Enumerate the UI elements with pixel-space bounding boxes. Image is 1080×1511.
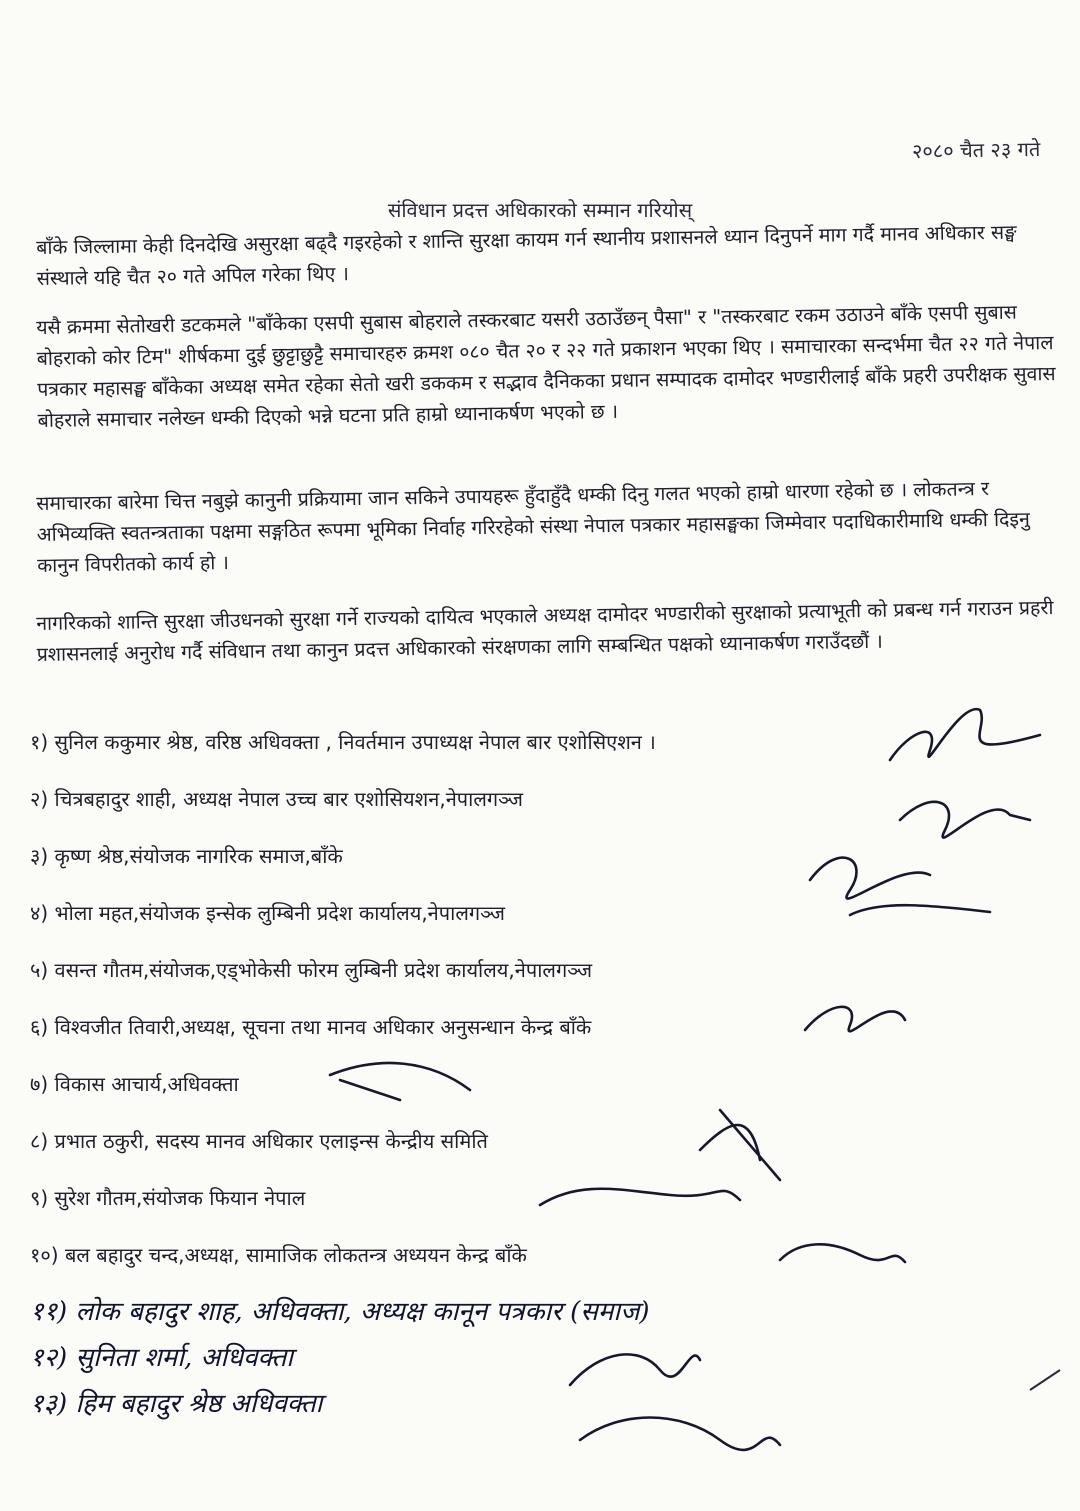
signatory-row: ८) प्रभात ठकुरी, सदस्य मानव अधिकार एलाइन्स केन्द्रीय समिति: [30, 1129, 488, 1153]
handwritten-signatory-row: १२) सुनिता शर्मा, अधिवक्ता: [30, 1343, 294, 1373]
signatory-row: १) सुनिल ककुमार श्रेष्ठ, वरिष्ठ अधिवक्ता , निवर्तमान उपाध्यक्ष नेपाल बार एशोसिएशन ।: [30, 730, 656, 754]
signatory-list: [30, 722, 930, 1430]
document-subject: संविधान प्रदत्त अधिकारको सम्मान गरियोस्: [387, 198, 693, 222]
paragraph-2: यसै क्रममा सेतोखरी डटकमले "बाँकेका एसपी सुबास बोहराले तस्करबाट यसरी उठाउँछन् पैसा" र "तस्करबाट रकम उठाउने बाँके एसपी सुबास बोहराको कोर टिम" शीर्षकमा दुई छुट्टाछुट्टै समाचारहरु क्रमश ०८० चैत २० र २२ गते प्रकाशन भएका थिए । समाचारका सन्दर्भमा चैत २२ गते नेपाल पत्रकार महासङ्घ बाँकेका अध्यक्ष समेत रहेका सेतो खरी डककम र सद्भाव दैनिकका प्रधान सम्पादक दामोदर भण्डारीलाई बाँके प्रहरी उपरीक्षक सुवास बोहराले समाचार नलेख्न धम्की दिएको भन्ने घटना प्रति हाम्रो ध्यानाकर्षण भएको छ ।: [36, 300, 1056, 432]
handwritten-signatory-row: ११) लोक बहादुर शाह, अधिवक्ता, अध्यक्ष कानून पत्रकार (समाज): [30, 1297, 650, 1327]
signatory-row: ४) भोला महत,संयोजक इन्सेक लुम्बिनी प्रदेश कार्यालय,नेपालगञ्ज: [30, 901, 505, 925]
signatory-row: ६) विश्वजीत तिवारी,अध्यक्ष, सूचना तथा मानव अधिकार अनुसन्धान केन्द्र बाँके: [30, 1015, 592, 1039]
paragraph-3: समाचारका बारेमा चित्त नबुझे कानुनी प्रक्रियामा जान सकिने उपायहरू हुँदाहुँदै धम्की दिनु गलत भएको हाम्रो धारणा रहेको छ । लोकतन्त्र र अभिव्यक्ति स्वतन्त्रताका पक्षमा सङ्गठित रूपमा भूमिका निर्वाह गरिरहेको संस्था नेपाल पत्रकार महासङ्घका जिम्मेवार पदाधिकारीमाथि धम्की दिइनु कानुन विपरीतको कार्य हो ।: [36, 477, 1030, 577]
document-date: २०८० चैत २३ गते: [911, 136, 1041, 164]
paragraph-1: बाँके जिल्लामा केही दिनदेखि असुरक्षा बढ्दै गइरहेको र शान्ति सुरक्षा कायम गर्न स्थानीय प्रशासनले ध्यान दिनुपर्ने माग गर्दै मानव अधिकार सङ्घ संस्थाले यहि चैत २० गते अपिल गरेका थिए ।: [36, 220, 1017, 290]
signatory-row: ९) सुरेश गौतम,संयोजक फियान नेपाल: [30, 1186, 306, 1210]
signatory-row: १०) बल बहादुर चन्द,अध्यक्ष, सामाजिक लोकतन्त्र अध्ययन केन्द्र बाँके: [30, 1243, 527, 1267]
signatory-row: ३) कृष्ण श्रेष्ठ,संयोजक नागरिक समाज,बाँके: [30, 844, 343, 868]
paragraph-4: नागरिकको शान्ति सुरक्षा जीउधनको सुरक्षा गर्ने राज्यको दायित्व भएकाले अध्यक्ष दामोदर भण्डारीको सुरक्षाको प्रत्याभूती को प्रबन्ध गर्न गराउन प्रहरी प्रशासनलाई अनुरोध गर्दै संविधान तथा कानुन प्रदत्त अधिकारको संरक्षणका लागि सम्बन्धित पक्षको ध्यानाकर्षण गराउँदछौं ।: [36, 596, 1054, 666]
handwritten-signatory-row: १३) हिम बहादुर श्रेष्ठ अधिवक्ता: [30, 1389, 323, 1419]
signatory-row: ७) विकास आचार्य,अधिवक्ता: [30, 1072, 239, 1096]
signatory-row: ५) वसन्त गौतम,संयोजक,एड्भोकेसी फोरम लुम्बिनी प्रदेश कार्यालय,नेपालगञ्ज: [30, 958, 593, 982]
signatory-row: २) चित्रबहादुर शाही, अध्यक्ष नेपाल उच्च बार एशोसियशन,नेपालगञ्ज: [30, 787, 523, 811]
strike-line: [1030, 1370, 1060, 1390]
